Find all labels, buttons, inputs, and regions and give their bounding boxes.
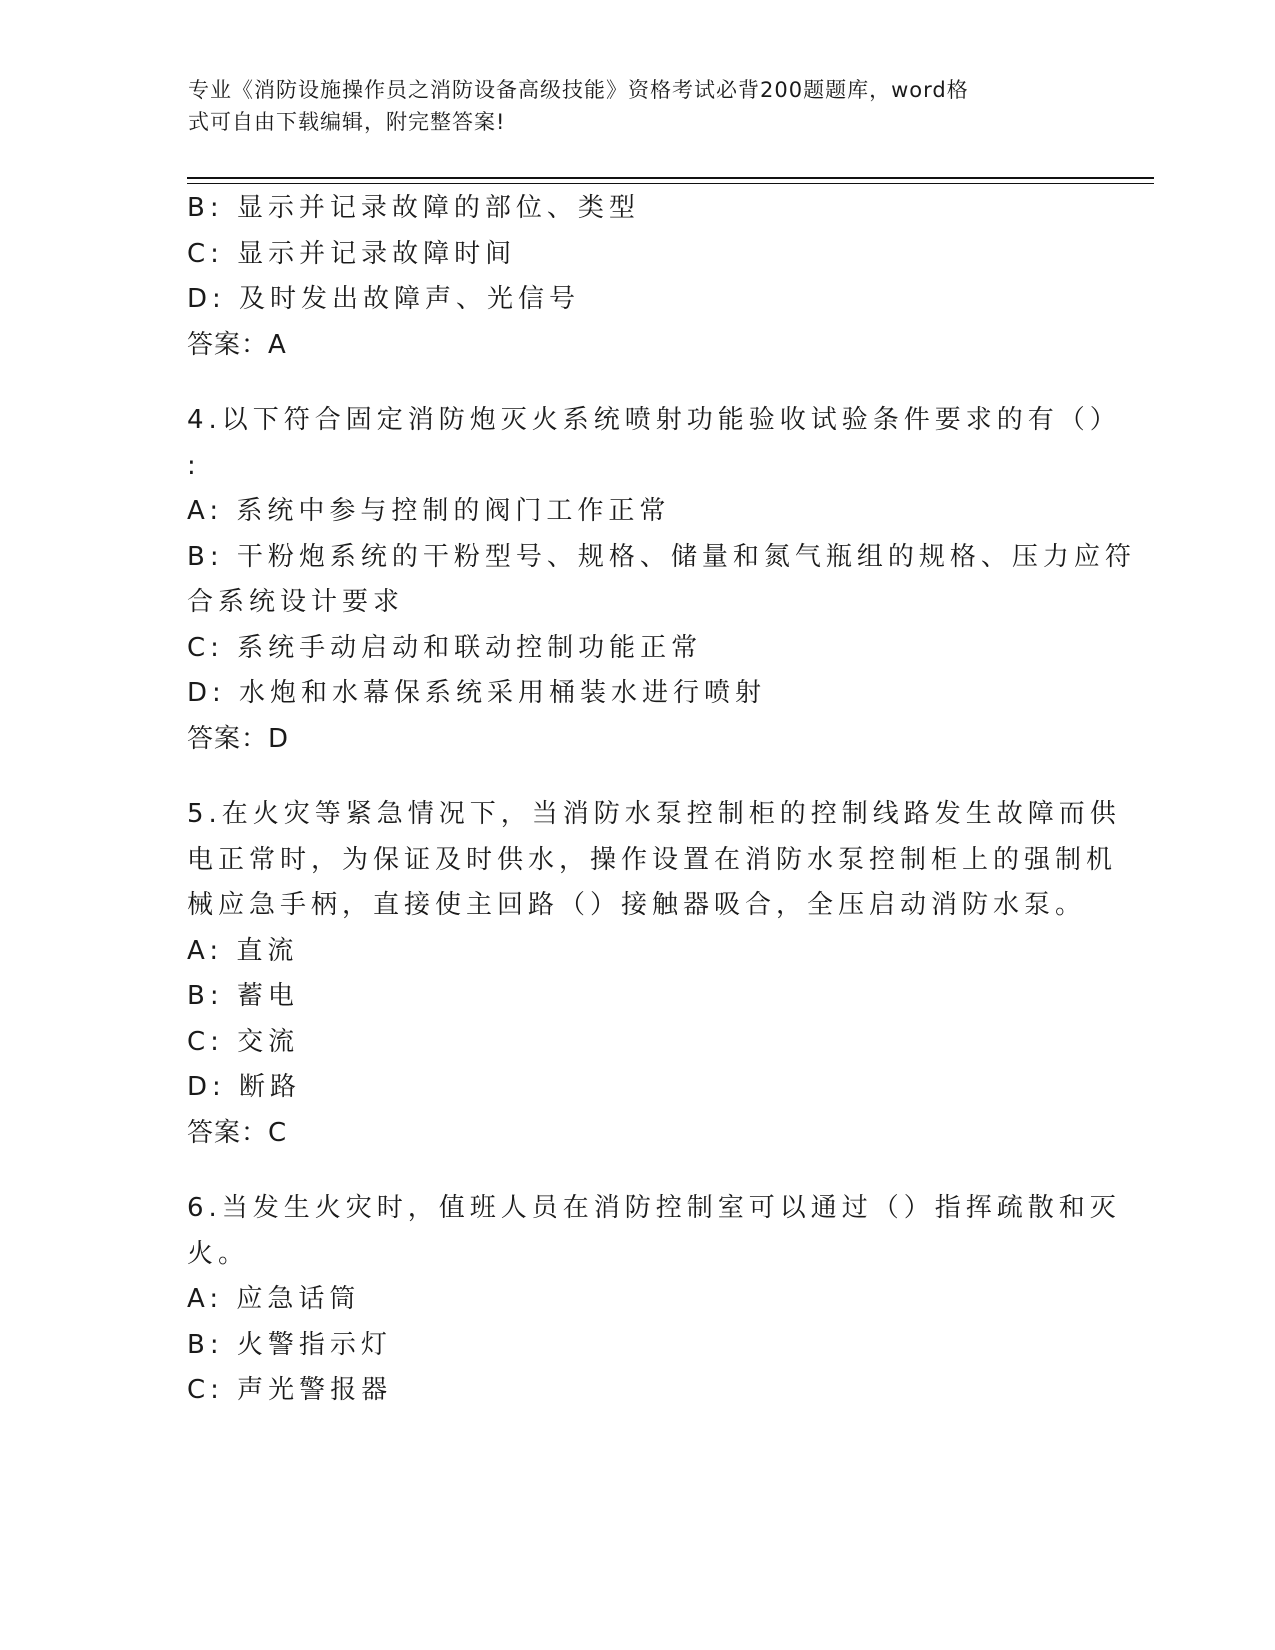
q3-option-c: C: 显示并记录故障时间 [187,238,517,269]
header-line-1: 专业《消防设施操作员之消防设备高级技能》资格考试必背200题题库，word格 [188,78,969,102]
question-4 [187,398,1136,762]
header-divider-thick [187,177,1154,179]
q5-option-d: D: 断路 [187,1072,302,1102]
spacer [187,762,1087,792]
q4-option-b-line-1: B: 干粉炮系统的干粉型号、规格、储量和氮气瓶组的规格、压力应符 [187,541,1136,572]
q6-option-c: C: 声光警报器 [187,1375,393,1405]
spacer [187,1156,1087,1186]
q6-option-a: A: 应急话筒 [187,1284,361,1314]
q5-option-c: C: 交流 [187,1026,300,1057]
question-6 [187,1186,1121,1414]
q5-option-a: A: 直流 [187,935,299,966]
q4-answer: 答案：D [187,723,290,754]
q6-question-line-1: 6.当发生火灾时，值班人员在消防控制室可以通过（）指挥疏散和灭 [187,1193,1121,1223]
spacer [187,368,1087,398]
q3-answer: 答案：A [187,329,287,360]
q3-option-d: D: 及时发出故障声、光信号 [187,284,581,314]
q4-option-a: A: 系统中参与控制的阀门工作正常 [187,496,671,526]
q5-answer: 答案：C [187,1117,288,1148]
q5-question-line-3: 械应急手柄，直接使主回路（）接触器吸合，全压启动消防水泵。 [187,890,1087,920]
q4-option-c: C: 系统手动启动和联动控制功能正常 [187,632,703,663]
question-list [187,186,1136,1414]
q4-option-b-line-2: 合系统设计要求 [187,587,405,617]
header-line-2: 式可自由下载编辑，附完整答案! [188,110,506,134]
q4-option-d: D: 水炮和水幕保系统采用桶装水进行喷射 [187,678,767,708]
question-3 [187,186,1087,368]
q3-option-b: B: 显示并记录故障的部位、类型 [187,193,640,223]
q6-question-line-2: 火。 [187,1238,250,1269]
q5-question-line-2: 电正常时，为保证及时供水，操作设置在消防水泵控制柜上的强制机 [187,844,1118,875]
q6-option-b: B: 火警指示灯 [187,1329,392,1360]
q5-option-b: B: 蓄电 [187,981,299,1011]
q4-question-line-2: : [187,450,201,481]
document-header [188,74,1088,138]
question-5 [187,792,1121,1156]
header-divider-thin [187,183,1154,184]
q4-question-line-1: 4.以下符合固定消防炮灭火系统喷射功能验收试验条件要求的有（） [187,405,1121,435]
q5-question-line-1: 5.在火灾等紧急情况下，当消防水泵控制柜的控制线路发生故障而供 [187,799,1121,829]
